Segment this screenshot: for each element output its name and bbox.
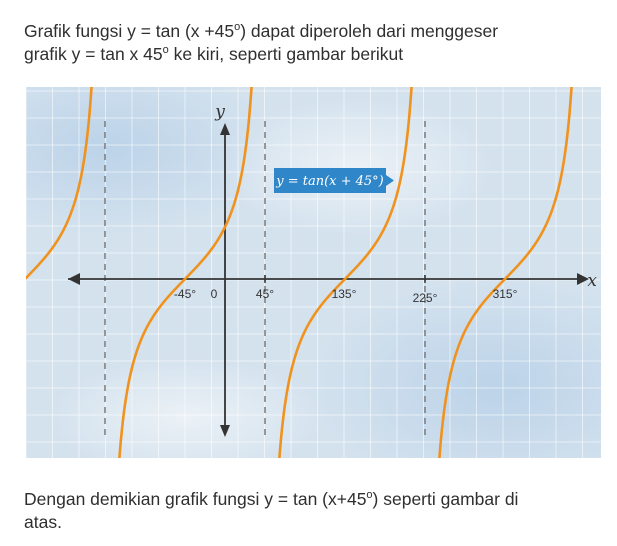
intro-line-1-text-end: ) dapat diperoleh dari menggeser xyxy=(240,21,499,41)
x-tick-label: -45° xyxy=(173,287,197,301)
x-tick-label: 315° xyxy=(492,287,518,301)
x-tick-label: 135° xyxy=(331,287,357,301)
x-axis-left-arrow xyxy=(68,273,80,285)
degree-superscript: o xyxy=(366,489,373,501)
x-tick-label: 45° xyxy=(255,287,275,301)
tangent-graph-figure xyxy=(26,87,601,458)
conclusion-line-1-text-end: ) seperti gambar di xyxy=(372,489,519,509)
y-axis-label: y xyxy=(215,102,225,122)
x-axis-label: x xyxy=(587,271,597,291)
intro-line-1 xyxy=(24,20,604,43)
conclusion-line-1-text: Dengan demikian grafik fungsi y = tan (x+45 xyxy=(24,489,367,509)
intro-line-2-text-end: ke kiri, seperti gambar berikut xyxy=(168,44,404,64)
equation-label: y = tan(x + 45°) xyxy=(276,174,384,189)
degree-superscript: o xyxy=(162,44,169,56)
x-tick-label: 225° xyxy=(412,291,438,305)
background-texture xyxy=(26,87,601,458)
intro-line-2-text: grafik y = tan x 45 xyxy=(24,44,163,64)
equation-label-box xyxy=(274,168,394,193)
conclusion-line-1 xyxy=(24,488,604,511)
degree-superscript: o xyxy=(234,21,241,33)
intro-line-2 xyxy=(24,43,604,66)
conclusion-paragraph xyxy=(24,488,604,534)
intro-line-1-text: Grafik fungsi y = tan (x +45 xyxy=(24,21,235,41)
tangent-graph xyxy=(26,87,601,458)
origin-label: 0 xyxy=(210,287,218,301)
intro-paragraph xyxy=(24,20,604,66)
conclusion-line-2: atas. xyxy=(24,512,62,532)
